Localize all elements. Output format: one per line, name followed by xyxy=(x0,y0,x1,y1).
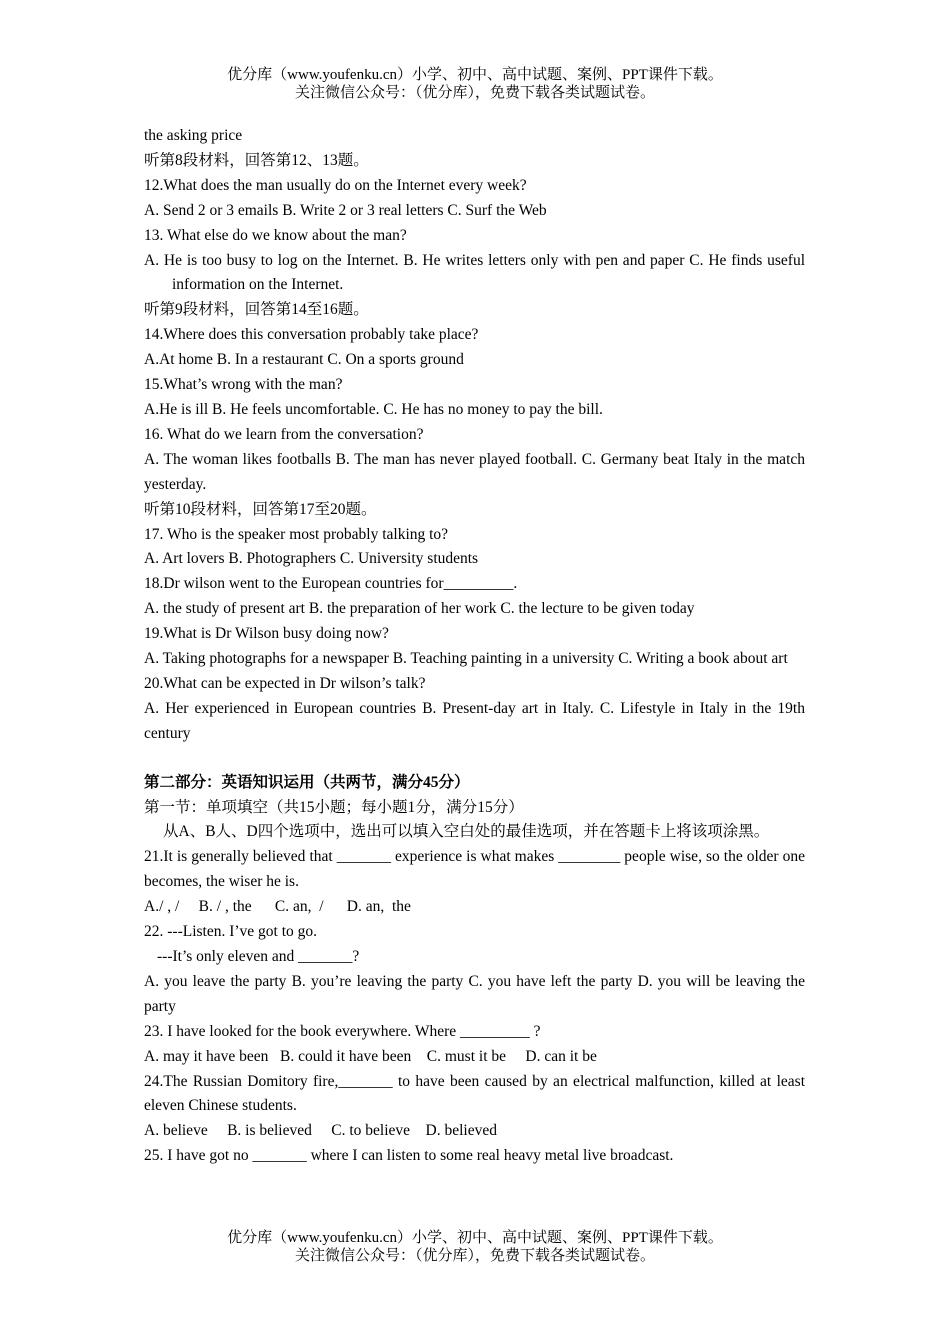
options-18: A. the study of present art B. the preparation of her work C. the lecture to be given today xyxy=(144,600,695,618)
question-25: 25. I have got no _______ where I can listen to some real heavy metal live broadcast. xyxy=(144,1147,674,1165)
text-line: the asking price xyxy=(144,127,243,144)
question-20: 20.What can be expected in Dr wilson’s talk? xyxy=(144,674,426,692)
section-instruction: 听第8段材料，回答第12、13题。 xyxy=(144,151,369,169)
question-17: 17. Who is the speaker most probably talking to? xyxy=(144,525,449,543)
question-13: 13. What else do we know about the man? xyxy=(144,226,407,244)
question-21: 21.It is generally believed that _______ experience is what makes ________ people wise, so the older one becomes, the wiser he is. xyxy=(144,848,805,891)
footer-line-1: 优分库（www.youfenku.cn）小学、初中、高中试题、案例、PPT课件下载。 xyxy=(227,1230,723,1246)
spacer xyxy=(144,747,805,771)
header-line-2: 关注微信公众号：（优分库），免费下载各类试题试卷。 xyxy=(294,85,655,101)
question-23: 23. I have looked for the book everywhere. Where _________ ? xyxy=(144,1022,541,1040)
part-heading: 第二部分：英语知识运用（共两节，满分45分） xyxy=(144,773,470,791)
document-body xyxy=(144,124,805,1169)
options-19: A. Taking photographs for a newspaper B. Teaching painting in a university C. Writing a book about art xyxy=(144,650,788,668)
question-22-reply: ---It’s only eleven and _______? xyxy=(157,948,360,965)
options-16: A. The woman likes footballs B. The man has never played football. C. Germany beat Italy in the match yesterday. xyxy=(144,450,805,493)
section-instruction: 听第9段材料，回答第14至16题。 xyxy=(144,301,369,319)
question-24: 24.The Russian Domitory fire,_______ to have been caused by an electrical malfunction, killed at least eleven Chinese students. xyxy=(144,1072,805,1115)
options-13: A. He is too busy to log on the Internet. B. He writes letters only with pen and paper C. He finds useful information on the Internet. xyxy=(144,251,805,294)
section-heading: 第一节：单项填空（共15小题；每小题1分，满分15分） xyxy=(144,798,524,816)
options-24: A. believe B. is believed C. to believe D. believed xyxy=(144,1122,497,1140)
page-footer xyxy=(0,1229,950,1265)
section-instruction: 从A、B人、D四个选项中，选出可以填入空白处的最佳选项，并在答题卡上将该项涂黑。 xyxy=(163,823,770,841)
question-22: 22. ---Listen. I’ve got to go. xyxy=(144,923,318,941)
options-15: A.He is ill B. He feels uncomfortable. C. He has no money to pay the bill. xyxy=(144,400,603,418)
options-14: A.At home B. In a restaurant C. On a sports ground xyxy=(144,351,464,369)
question-15: 15.What’s wrong with the man? xyxy=(144,376,343,394)
options-22: A. you leave the party B. you’re leaving the party C. you have left the party D. you will be leaving the party xyxy=(144,972,805,1015)
options-21: A./ , / B. / , the C. an, / D. an, the xyxy=(144,898,411,916)
question-12: 12.What does the man usually do on the Internet every week? xyxy=(144,176,527,194)
options-23: A. may it have been B. could it have been C. must it be D. can it be xyxy=(144,1047,597,1065)
question-18: 18.Dr wilson went to the European countries for_________. xyxy=(144,575,518,593)
options-17: A. Art lovers B. Photographers C. University students xyxy=(144,550,479,568)
question-19: 19.What is Dr Wilson busy doing now? xyxy=(144,625,389,643)
options-12: A. Send 2 or 3 emails B. Write 2 or 3 real letters C. Surf the Web xyxy=(144,201,547,219)
question-16: 16. What do we learn from the conversation? xyxy=(144,425,424,443)
options-20: A. Her experienced in European countries B. Present-day art in Italy. C. Lifestyle in Italy in the 19th century xyxy=(144,699,805,742)
question-14: 14.Where does this conversation probably take place? xyxy=(144,326,479,344)
footer-line-2: 关注微信公众号：（优分库），免费下载各类试题试卷。 xyxy=(294,1248,655,1264)
header-line-1: 优分库（www.youfenku.cn）小学、初中、高中试题、案例、PPT课件下载。 xyxy=(227,67,723,83)
page-header xyxy=(0,66,950,102)
section-instruction: 听第10段材料，回答第17至20题。 xyxy=(144,500,377,518)
